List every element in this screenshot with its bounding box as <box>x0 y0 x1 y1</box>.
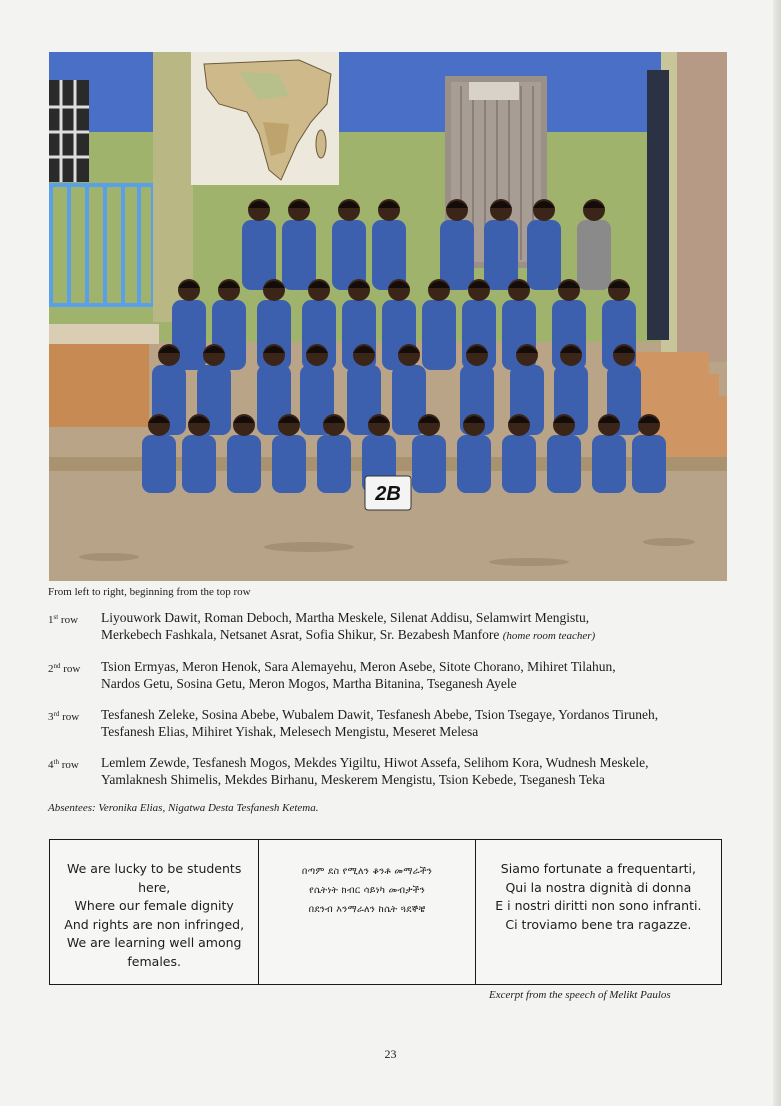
row-3-names-line2: Tesfanesh Elias, Mihiret Yishak, Melesech Mengistu, Meseret Melesa <box>101 724 479 739</box>
page-number: 23 <box>384 1047 397 1061</box>
row-2-number: 2 <box>48 663 54 675</box>
poem-italian-line: Qui la nostra dignità di donna <box>505 879 692 895</box>
poem-english <box>64 860 244 971</box>
poem-italian-line: Ci troviamo bene tra ragazze. <box>505 916 692 932</box>
row-2-names-line2: Nardos Getu, Sosina Getu, Meron Mogos, Martha Bitanina, Tseganesh Ayele <box>101 676 517 691</box>
row-4-label <box>48 754 79 774</box>
row-1-names-line1: Liyouwork Dawit, Roman Deboch, Martha Meskele, Silenat Addisu, Selamwirt Mengistu, <box>101 610 590 625</box>
poem-english-cell <box>50 840 258 984</box>
poem-italian <box>495 860 701 934</box>
poem-amharic-line: የሴትነት ክብር ሳይነካ መብታችን <box>309 885 426 896</box>
teacher-note: (home room teacher) <box>502 630 596 642</box>
row-1-word: row <box>60 614 79 626</box>
row-2-names <box>101 658 741 692</box>
page-edge-shadow <box>773 0 781 1106</box>
row-1-names-line2-wrap <box>101 626 741 645</box>
class-sign-text: 2B <box>375 483 401 505</box>
row-3-names <box>101 706 741 740</box>
row-3-word: row <box>62 711 80 723</box>
row-4-names-line2: Yamlaknesh Shimelis, Mekdes Birhanu, Meskerem Mengistu, Tsion Kebede, Tseganesh Teka <box>101 772 605 787</box>
student-figure <box>227 414 261 493</box>
poem-english-line: And rights are non infringed, <box>64 916 245 932</box>
poem-amharic-line: በደንብ እንማራለን ከሴት ጓደኞቼ <box>308 904 426 915</box>
poem-english-line: We are learning well among <box>66 935 242 950</box>
poem-english-line: females. <box>127 953 181 969</box>
absentees-note: Absentees: Veronika Elias, Nigatwa Desta Tesfanesh Ketema. <box>48 802 319 814</box>
row-1-names-line2: Merkebech Fashkala, Netsanet Asrat, Sofia Shikur, Sr. Bezabesh Manfore <box>101 627 500 642</box>
excerpt-credit: Excerpt from the speech of Melikt Paulos <box>489 989 671 1001</box>
row-1-label <box>48 609 78 629</box>
poem-italian-cell <box>475 840 721 984</box>
poem-english-line: Where our female dignity <box>74 898 234 913</box>
poem-italian-line: Siamo fortunate a frequentarti, <box>500 861 696 876</box>
poem-english-line: here, <box>138 879 171 895</box>
pillar-right <box>669 52 727 362</box>
row-4-suffix: th <box>53 758 59 766</box>
row-3-label <box>48 706 79 726</box>
row-2-suffix: nd <box>53 662 61 670</box>
row-2-label <box>48 658 80 678</box>
class-photo-illustration <box>49 52 727 581</box>
row-4-number: 4 <box>48 759 54 771</box>
class-photo <box>49 52 727 581</box>
poem-amharic-cell <box>258 840 474 984</box>
row-4-word: row <box>61 759 79 771</box>
row-2-names-line1: Tsion Ermyas, Meron Henok, Sara Alemayehu, Meron Asebe, Sitote Chorano, Mihiret Tilahun, <box>101 659 616 674</box>
poem-italian-line: E i nostri diritti non sono infranti. <box>495 898 702 913</box>
row-3-suffix: rd <box>53 710 60 718</box>
row-2-word: row <box>63 663 81 675</box>
poem-english-line: We are lucky to be students <box>67 861 242 876</box>
photo-caption: From left to right, beginning from the top row <box>48 586 251 598</box>
row-1-names <box>101 609 741 645</box>
row-1-number: 1 <box>48 614 54 626</box>
row-3-names-line1: Tesfanesh Zeleke, Sosina Abebe, Wubalem Dawit, Tesfanesh Abebe, Tsion Tsegaye, Yordanos Tiruneh, <box>101 707 659 722</box>
row-4-names <box>101 754 741 788</box>
row-1-suffix: st <box>53 613 59 621</box>
poem-amharic <box>302 862 432 919</box>
poem-amharic-line: በጣም ደስ የሚለን ቆንቶ መማራችን <box>301 866 433 877</box>
poem-table <box>49 839 722 985</box>
row-4-names-line1: Lemlem Zewde, Tesfanesh Mogos, Mekdes Yigiltu, Hiwot Assefa, Selihom Kora, Wudnesh Meskele, <box>101 755 649 770</box>
brick-base <box>49 342 149 427</box>
wall-upper-blue <box>49 52 727 132</box>
row-3-number: 3 <box>48 711 54 723</box>
